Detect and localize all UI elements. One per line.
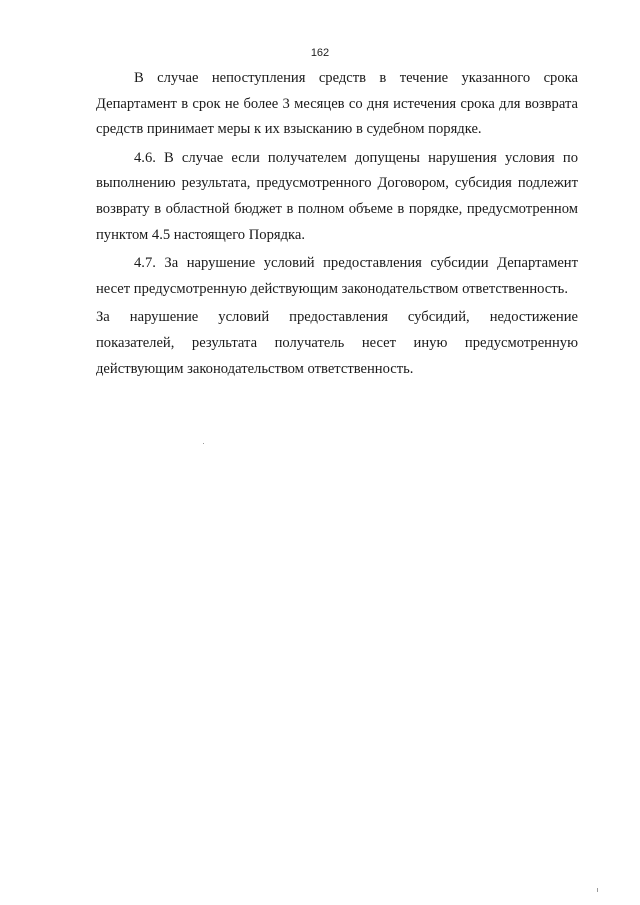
paragraph-refund-court: В случае непоступления средств в течение указанного срока Департамент в срок не более 3 месяцев со дня истечения срока для возврата средств принимает меры к их взысканию в судебном порядке. — [96, 70, 578, 138]
paragraph-4-7: 4.7. За нарушение условий предоставления субсидии Департамент несет предусмотренную действующим законодательством ответственность. — [96, 255, 578, 297]
page-number: 162 — [310, 47, 330, 59]
document-body — [96, 66, 578, 382]
paragraph-4-6: 4.6. В случае если получателем допущены нарушения условия по выполнению результата, предусмотренного Договором, субсидия подлежит возврату в областной бюджет в полном объеме в порядке, предусмотренном пунктом 4.5 настоящего Порядка. — [96, 149, 578, 243]
scan-speck — [597, 888, 598, 892]
scan-speck — [203, 443, 204, 444]
paragraph-recipient-liability: За нарушение условий предоставления субсидий, недостижение показателей, результата получатель несет иную предусмотренную действующим законодательством ответственность. — [96, 309, 578, 377]
